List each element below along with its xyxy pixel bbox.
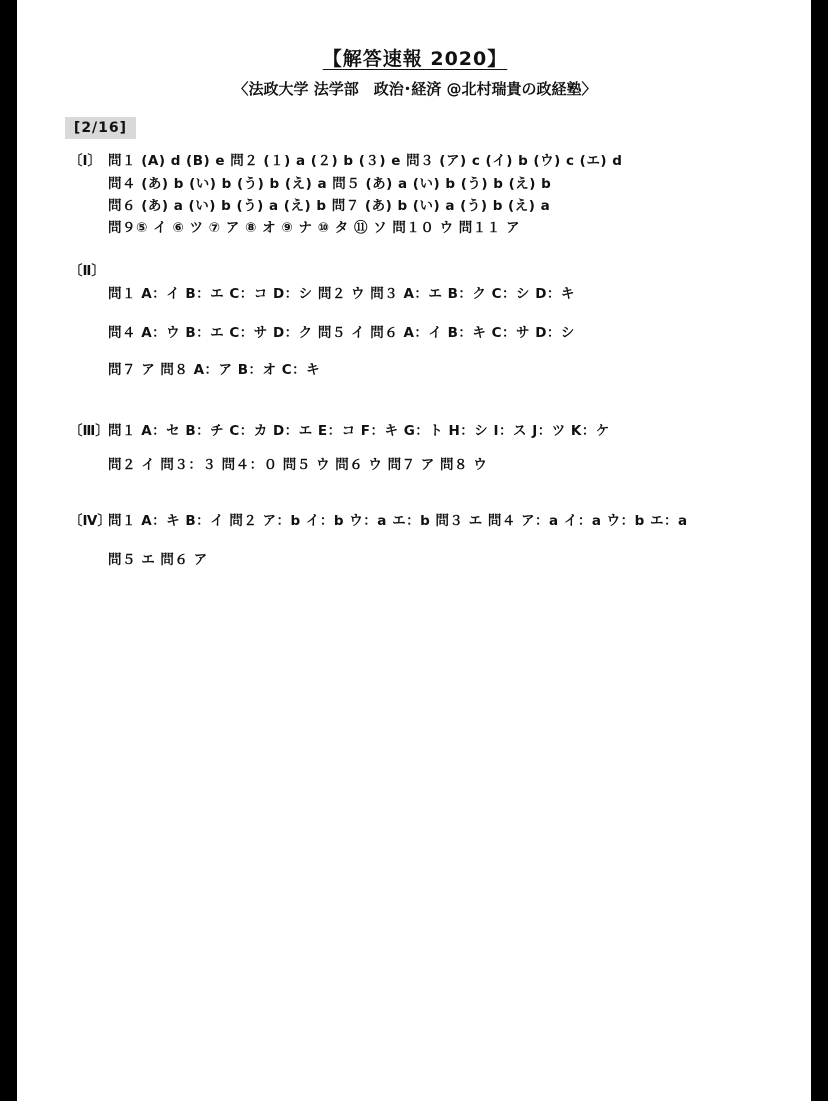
section-2-line-1: 問１ A：イ B：エ C：コ D：シ 問２ ウ 問３ A：エ B：ク C：シ D：キ <box>108 286 575 302</box>
section-1-line-4: 問９⑤ イ ⑥ ツ ⑦ ア ⑧ オ ⑨ ナ ⑩ タ ⑪ ソ 問１０ ウ 問１１ ア <box>108 220 520 236</box>
section-4-line-2: 問５ エ 問６ ア <box>108 552 208 568</box>
document-page <box>17 0 811 1101</box>
section-3-line-2: 問２ イ 問３：３ 問４：０ 問５ ウ 問６ ウ 問７ ア 問８ ウ <box>108 457 488 473</box>
page-title: 【解答速報 2020】 <box>322 48 508 70</box>
section-3-label: 〔Ⅲ〕 <box>69 423 109 439</box>
section-1-label: 〔Ⅰ〕 <box>69 153 102 169</box>
section-4-line-1: 問１ A：キ B：イ 問２ ア：b イ：b ウ：a エ：b 問３ エ 問４ ア：a イ：a ウ：b エ：a <box>108 513 688 529</box>
section-2-line-2: 問４ A：ウ B：エ C：サ D：ク 問５ イ 問６ A：イ B：キ C：サ D：シ <box>108 325 575 341</box>
section-1-line-2: 問４ (あ) b (い) b (う) b (え) a 問５ (あ) a (い) b (う) b (え) b <box>108 176 552 192</box>
date-badge: [2/16] <box>65 117 136 139</box>
section-1-line-3: 問６ (あ) a (い) b (う) a (え) b 問７ (あ) b (い) a (う) b (え) a <box>108 198 551 214</box>
section-1-line-1: 問１ (A) d (B) e 問２ (１) a (２) b (３) e 問３ (ア) c (イ) b (ウ) c (エ) d <box>108 153 623 169</box>
section-2-line-3: 問７ ア 問８ A：ア B：オ C：キ <box>108 362 321 378</box>
section-2-label: 〔Ⅱ〕 <box>69 263 105 279</box>
section-4-label: 〔Ⅳ〕 <box>69 513 111 529</box>
section-3-line-1: 問１ A：セ B：チ C：カ D：エ E：コ F：キ G：ト H：シ I：ス J：ツ K：ケ <box>108 423 610 439</box>
page-subtitle: 〈法政大学 法学部 政治･経済 @北村瑞貴の政経塾〉 <box>233 80 597 98</box>
